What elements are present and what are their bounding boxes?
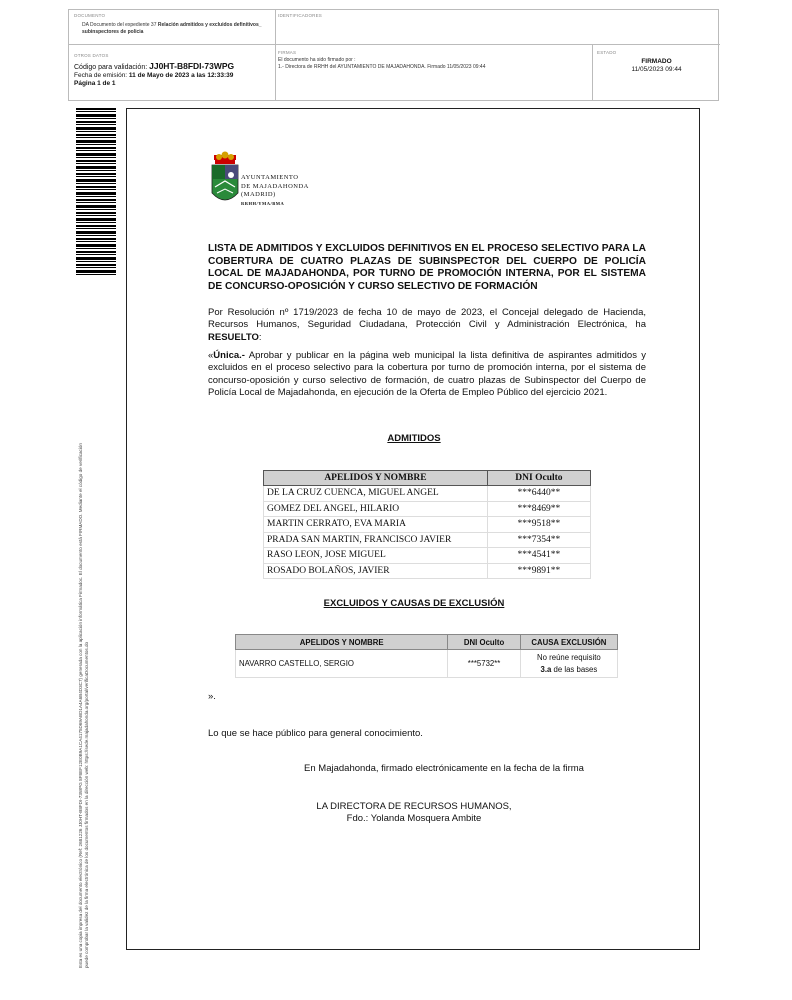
municipal-logo <box>209 151 241 215</box>
cell-name: DE LA CRUZ CUENCA, MIGUEL ANGEL <box>264 486 488 502</box>
sidebar-line2: puede comprobar la validez de la firma electrónica de los documentos firmados en la dirección web: https://sede.majadahonda.org/portal/verificaDocumentos.do <box>83 641 89 968</box>
table-row <box>236 650 618 678</box>
cell-dni: ***6440** <box>487 486 590 502</box>
documento-label: DOCUMENTO <box>74 13 106 18</box>
para2-text: Aprobar y publicar en la página web municipal la lista definitiva de aspirantes admitidos y excluidos en el proceso selectivo para la cobertura por turno de promoción interna, por el sistema de concurso-oposición y curso selectivo de formación, de cuatro plazas de Subinspector del Cuerpo de Policía Local de Majadahonda, en ejecución de la Oferta de Empleo Público del ejercicio 2021. <box>208 350 646 399</box>
publico-text: Lo que se hace público para general conocimiento. <box>208 728 423 739</box>
document-page <box>126 108 700 950</box>
cell-dni: ***9891** <box>487 563 590 579</box>
sidebar-line1: Esta es una copia impresa del documento electrónico (Ref: 2681226 JJ0HT-B8FDI-73WPG 8F8EF12E0B9A1CA4175D69ABD1A4A6B4D3C7) generada con la aplicación informática Firmadoc. El documento está FIRMADO. Mediante el código de verificación <box>78 443 83 968</box>
firmado-line: En Majadahonda, firmado electrónicamente en la fecha de la firma <box>304 763 584 774</box>
table-row <box>264 517 591 533</box>
para1-text: Por Resolución nº 1719/2023 de fecha 10 de mayo de 2023, el Concejal delegado de Hacienda, Recursos Humanos, Seguridad Ciudadana, Protección Civil y Administración Electrónica, ha <box>208 307 646 331</box>
excluidos-table <box>235 634 618 678</box>
firma-nombre: Fdo.: Yolanda Mosquera Ambite <box>346 813 482 824</box>
firma-cargo: LA DIRECTORA DE RECURSOS HUMANOS, <box>316 801 512 812</box>
logo-line2: DE MAJADAHONDA <box>241 182 309 190</box>
excluidos-header-row <box>236 635 618 650</box>
documento-cell <box>69 10 276 45</box>
cell-dni: ***8469** <box>487 501 590 517</box>
logo-line4: RRHH/YMA/BMA <box>241 200 285 206</box>
estado-value: FIRMADO <box>641 58 672 65</box>
para1-end: : <box>258 331 262 343</box>
col-header-nombre: APELIDOS Y NOMBRE <box>264 471 488 486</box>
pagina-indicator: Página 1 de 1 <box>74 80 116 87</box>
excluidos-heading: EXCLUIDOS Y CAUSAS DE EXCLUSIÓN <box>323 598 505 609</box>
col-header-causa: CAUSA EXCLUSIÓN <box>520 635 617 650</box>
causa-line1: No reúne requisito <box>537 652 601 662</box>
table-row <box>264 548 591 564</box>
documento-value <box>82 22 272 35</box>
coat-of-arms-icon <box>209 151 241 215</box>
document-title: LISTA DE ADMITIDOS Y EXCLUIDOS DEFINITIVOS EN EL PROCESO SELECTIVO PARA LA COBERTURA DE CUATRO PLAZAS DE SUBINSPECTOR DEL CUERPO DE POLICÍA LOCAL DE MAJADAHONDA, POR TURNO DE PROMOCIÓN INTERNA, POR EL SISTEMA DE CONCURSO-OPOSICIÓN Y CURSO SELECTIVO DE FORMACIÓN <box>208 243 646 292</box>
estado-cell <box>593 45 720 101</box>
causa-line2 <box>524 664 614 676</box>
fecha-prefix: Fecha de emisión: <box>74 72 129 79</box>
unica-paragraph <box>208 350 646 400</box>
verification-sidebar <box>78 268 89 968</box>
documento-title: Relación admitidos y excluidos definitivos_ subinspectores de policia <box>82 22 262 35</box>
para1-bold: RESUELTO <box>208 331 259 343</box>
table-row <box>264 501 591 517</box>
para2-bold: Única.- <box>213 350 245 361</box>
logo-text <box>241 174 309 208</box>
cell-name: GOMEZ DEL ANGEL, HILARIO <box>264 501 488 517</box>
col-header-dni: DNI Oculto <box>448 635 520 650</box>
otros-datos-cell <box>69 45 276 101</box>
para2-open: « <box>208 350 214 361</box>
table-row <box>264 563 591 579</box>
firmas-line2: 1.- Directora de RRHH del AYUNTAMIENTO DE MAJADAHONDA. Firmado 11/05/2023 09:44 <box>278 64 486 70</box>
identificadores-label: IDENTIFICADORES <box>278 13 323 18</box>
col-header-dni: DNI Oculto <box>487 471 590 486</box>
cell-dni: ***5732** <box>448 650 520 678</box>
identificadores-cell <box>276 10 720 45</box>
codigo-value[interactable]: JJ0HT-B8FDI-73WPG <box>149 61 235 71</box>
estado-date: 11/05/2023 09:44 <box>631 66 682 73</box>
logo-line1: AYUNTAMIENTO <box>241 174 299 181</box>
admitidos-table <box>263 470 591 579</box>
cell-causa <box>520 650 617 678</box>
close-quote: ». <box>208 691 216 702</box>
cell-name: PRADA SAN MARTIN, FRANCISCO JAVIER <box>264 532 488 548</box>
logo-line3: (MADRID) <box>241 191 276 198</box>
cell-name: RASO LEON, JOSE MIGUEL <box>264 548 488 564</box>
causa-bold: 3.a <box>540 664 552 674</box>
document-header <box>68 9 719 101</box>
col-header-nombre: APELIDOS Y NOMBRE <box>236 635 448 650</box>
fecha-value: 11 de Mayo de 2023 a las 12:33:39 <box>128 72 234 79</box>
resolution-paragraph <box>208 307 646 344</box>
barcode <box>76 108 116 276</box>
table-row <box>264 486 591 502</box>
cell-name: ROSADO BOLAÑOS, JAVIER <box>264 563 488 579</box>
firmas-cell <box>276 45 593 101</box>
causa-rest: de las bases <box>551 664 598 674</box>
cell-name: MARTIN CERRATO, EVA MARIA <box>264 517 488 533</box>
cell-dni: ***9518** <box>487 517 590 533</box>
codigo-prefix: Código para validación: <box>74 64 150 71</box>
cell-dni: ***4541** <box>487 548 590 564</box>
table-row <box>264 532 591 548</box>
firmas-label: FIRMAS <box>278 50 297 55</box>
estado-label: ESTADO <box>597 50 617 55</box>
cell-dni: ***7354** <box>487 532 590 548</box>
codigo-validacion <box>74 61 234 71</box>
fecha-emision <box>74 72 233 79</box>
firmas-line1: El documento ha sido firmado por : <box>278 57 356 63</box>
admitidos-header-row <box>264 471 591 486</box>
admitidos-heading: ADMITIDOS <box>387 433 441 444</box>
documento-prefix: DA Documento del expediente 37 <box>82 22 158 28</box>
otros-label: OTROS DATOS <box>74 53 109 58</box>
cell-name: NAVARRO CASTELLO, SERGIO <box>236 650 448 678</box>
